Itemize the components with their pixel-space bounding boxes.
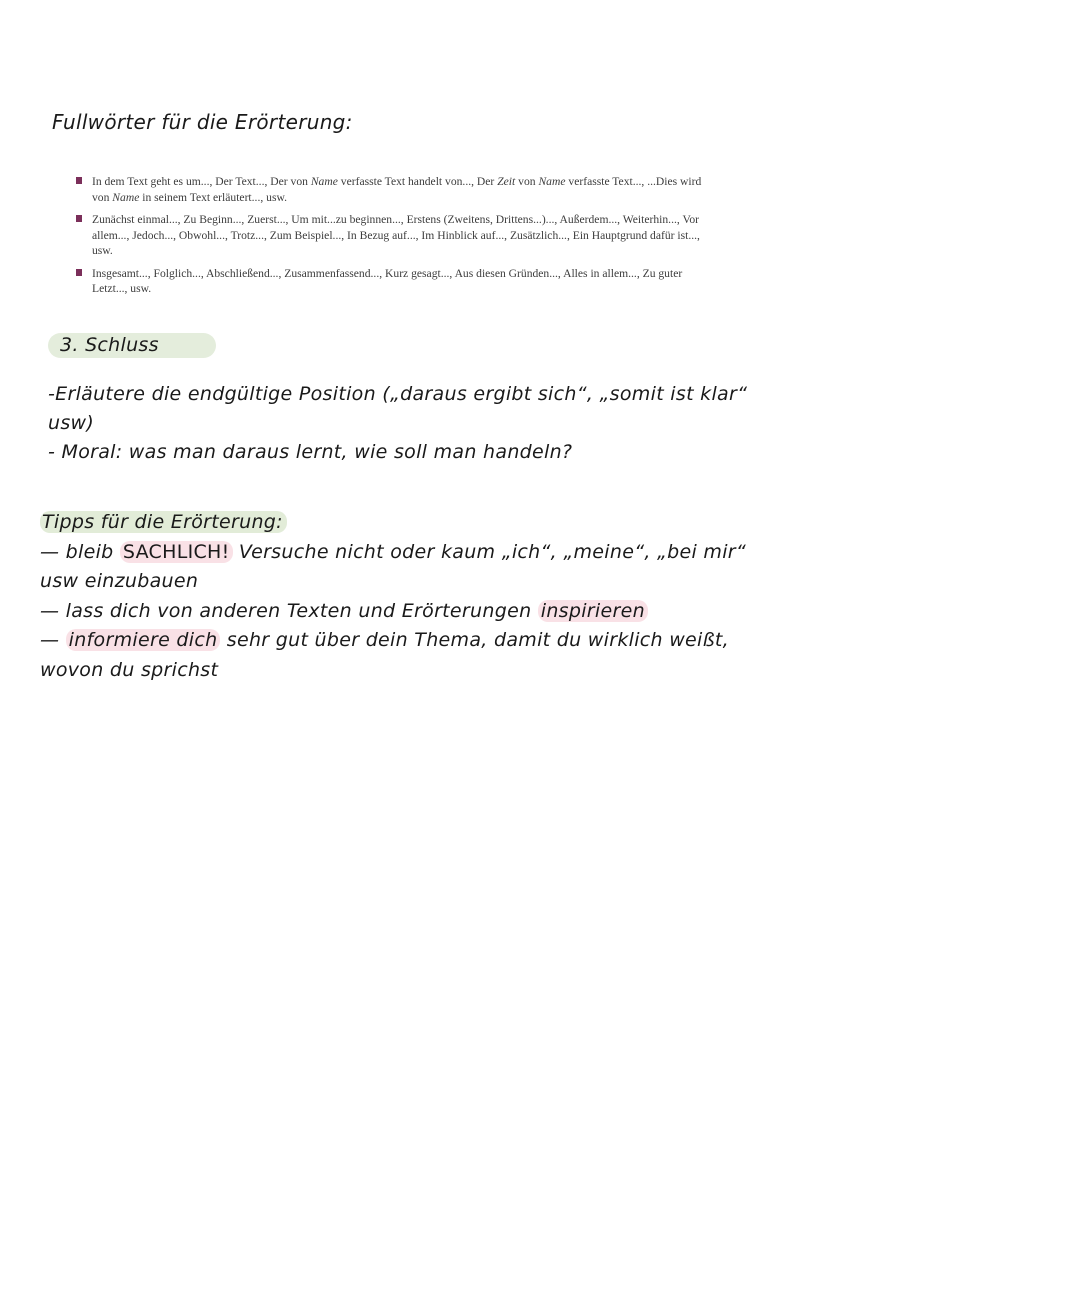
phrase-text: Insgesamt..., Folglich..., Abschließend..., Zusammenfassend..., Kurz gesagt..., Aus diesen Gründen..., Alles in allem..., Zu guter Letzt..., usw. bbox=[92, 266, 683, 295]
phrase-text: von bbox=[515, 175, 539, 188]
tipp-item-sachlich bbox=[40, 538, 760, 597]
square-bullet-icon bbox=[76, 215, 82, 222]
square-bullet-icon bbox=[76, 269, 82, 276]
informiere-highlight: informiere dich bbox=[66, 629, 221, 651]
phrase-text: in seinem Text erläutert..., usw. bbox=[139, 190, 287, 204]
placeholder-term: Name bbox=[538, 175, 566, 188]
tipps-heading: Tipps für die Erörterung: bbox=[40, 511, 287, 533]
phrase-list bbox=[76, 174, 716, 304]
phrase-text: verfasste Text..., ...Dies wird von bbox=[92, 175, 702, 204]
placeholder-term: Name bbox=[112, 190, 140, 204]
schluss-note-moral: - Moral: was man daraus lernt, wie soll man handeln? bbox=[48, 441, 573, 463]
phrase-text: Zunächst einmal..., Zu Beginn..., Zuerst..., Um mit...zu beginnen..., Erstens (Zweitens, Drittens...)..., Außerdem..., Weiterhin..., Vor allem..., Jedoch..., Obwohl..., Trotz..., Zum Beispiel..., In Bezug auf..., Im Hinblick auf..., Zusätzlich..., Ein Hauptgrund dafür ist..., usw. bbox=[92, 213, 700, 257]
tipp-text: — bleib bbox=[40, 540, 120, 563]
fullwoerter-heading: Fullwörter für die Erörterung: bbox=[52, 110, 353, 134]
schluss-note-position: -Erläutere die endgültige Position („daraus ergibt sich“, „somit ist klar“ usw) bbox=[48, 383, 748, 434]
tipp-item-informieren bbox=[40, 626, 760, 685]
tipp-text: — bbox=[40, 629, 66, 651]
placeholder-term: Name bbox=[310, 175, 338, 188]
schluss-heading-badge bbox=[48, 333, 216, 358]
square-bullet-icon bbox=[76, 177, 82, 184]
placeholder-term: Zeit bbox=[497, 175, 516, 188]
phrase-list-item bbox=[76, 212, 716, 259]
tipp-text: Versuche nicht oder kaum „ich“, „meine“, „bei mir“ usw einzubauen bbox=[40, 540, 747, 592]
tipps-section bbox=[40, 508, 760, 685]
tipp-text: sehr gut über dein Thema, damit du wirklich weißt, wovon du sprichst bbox=[40, 629, 729, 681]
phrase-list-item bbox=[76, 174, 716, 205]
schluss-notes bbox=[48, 380, 748, 467]
phrase-list-item bbox=[76, 266, 716, 297]
sachlich-highlight: SACHLICH! bbox=[120, 541, 233, 563]
tipp-item-inspirieren bbox=[40, 597, 760, 627]
schluss-heading: 3. Schluss bbox=[60, 334, 159, 356]
phrase-text: verfasste Text handelt von..., Der bbox=[337, 175, 498, 188]
tipp-text: — lass dich von anderen Texten und Erörterungen bbox=[40, 599, 538, 622]
inspirieren-highlight: inspirieren bbox=[538, 600, 648, 622]
phrase-text: In dem Text geht es um..., Der Text..., Der von bbox=[92, 175, 311, 188]
